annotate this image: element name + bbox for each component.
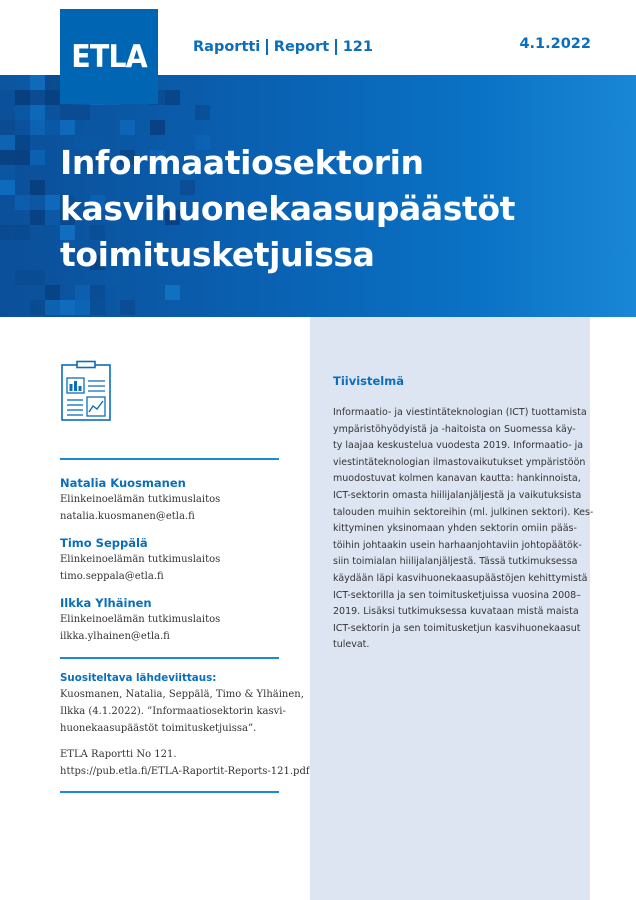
series-separator [266,39,268,55]
abstract-line: ty laajaa keskustelua vuodesta 2019. Informaatio- ja [333,440,584,452]
mosaic-tile [0,135,15,150]
mosaic-tile [0,150,15,165]
abstract-line: ympäristöhyödyistä ja -haitoista on Suomessa käy- [333,423,576,435]
mosaic-tile [45,195,60,210]
mosaic-tile [15,270,30,285]
etla-logo[interactable] [60,9,158,104]
mosaic-tile [15,135,30,150]
mosaic-tile [0,225,15,240]
mosaic-tile [15,75,30,90]
citation-line: Kuosmanen, Natalia, Seppälä, Timo & Ylhäinen, [60,689,304,700]
series-part-report: Report [273,39,330,55]
mosaic-tile [30,75,45,90]
abstract-line: 2019. Lisäksi tutkimuksessa kuvataan mistä maista [333,606,579,618]
mosaic-tile [30,180,45,195]
mosaic-tile [60,300,75,315]
author-affiliation: Elinkeinoelämän tutkimuslaitos [60,614,221,625]
abstract-line: muodostuvat kolmen kanavan kautta: hankinnoista, [333,473,581,485]
author-name: Natalia Kuosmanen [60,476,186,490]
author-name: Ilkka Ylhäinen [60,596,152,610]
mosaic-tile [30,300,45,315]
logo-text: ETLA [71,38,147,75]
mosaic-tile [0,165,15,180]
title-line: toimitusketjuissa [60,235,375,274]
mosaic-tile [30,270,45,285]
mosaic-tile [60,105,75,120]
mosaic-tile [30,210,45,225]
mosaic-tile [30,150,45,165]
mosaic-tile [45,300,60,315]
title-line: Informaatiosektorin [60,143,424,182]
mosaic-tile [15,105,30,120]
mosaic-tile [45,285,60,300]
title-line: kasvihuonekaasupäästöt [60,189,516,228]
mosaic-tile [30,105,45,120]
mosaic-tile [120,300,135,315]
report-chart-icon [60,360,112,422]
mosaic-tile [0,180,15,195]
author-email[interactable]: timo.seppala@etla.fi [60,571,164,582]
divider [60,791,279,793]
abstract-line: talouden muihin sektoreihin (ml. julkinen sektori). Kes- [333,506,594,518]
mosaic-tile [45,210,60,225]
mosaic-tile [120,120,135,135]
mosaic-tile [45,90,60,105]
mosaic-tile [75,105,90,120]
mosaic-tile [0,75,15,90]
mosaic-tile [60,120,75,135]
author-affiliation: Elinkeinoelämän tutkimuslaitos [60,554,221,565]
abstract-line: viestintäteknologian ilmastovaikutukset ympäristöön [333,456,586,468]
mosaic-tile [165,285,180,300]
citation-series: ETLA Raportti No 121. [60,749,177,760]
abstract-line: ICT-sektorin ja sen toimitusketjun kasvihuonekaasut [333,622,581,634]
mosaic-tile [195,105,210,120]
mosaic-tile [90,300,105,315]
mosaic-tile [45,75,60,90]
citation-line: huonekaasupäästöt toimitusketjuissa”. [60,723,257,734]
mosaic-tile [75,285,90,300]
abstract-line: siin toimialan hiilijalanjäljestä. Tässä tutkimuksessa [333,556,578,568]
mosaic-tile [75,300,90,315]
mosaic-tile [15,90,30,105]
mosaic-tile [90,285,105,300]
abstract-line: ICT-sektorilla ja sen toimitusketjuissa vuosina 2008– [333,589,581,601]
mosaic-tile [165,90,180,105]
series-label [193,36,373,58]
author-affiliation: Elinkeinoelämän tutkimuslaitos [60,494,221,505]
mosaic-tile [45,120,60,135]
abstract-line: ICT-sektorin omasta hiilijalanjäljestä ja vaikutuksista [333,489,582,501]
mosaic-tile [15,150,30,165]
mosaic-tile [30,195,45,210]
citation-url[interactable]: https://pub.etla.fi/ETLA-Raportit-Reports-121.pdf [60,766,310,777]
abstract-line: käydään läpi kasvihuonekaasupäästöjen kehittymistä [333,572,588,584]
mosaic-tile [30,120,45,135]
author-email[interactable]: natalia.kuosmanen@etla.fi [60,511,195,522]
mosaic-tile [150,120,165,135]
divider [60,458,279,460]
report-title [60,140,620,278]
citation-line: Ilkka (4.1.2022). ”Informaatiosektorin kasvi- [60,706,286,717]
series-part-raportti: Raportti [193,39,261,55]
mosaic-tile [15,195,30,210]
abstract-body [333,405,594,654]
abstract-line: kittyminen yksinomaan yhden sektorin omiin pääs- [333,523,577,535]
abstract-line: tulevat. [333,639,370,651]
divider [60,657,279,659]
author-email[interactable]: ilkka.ylhainen@etla.fi [60,631,170,642]
publication-date: 4.1.2022 [519,36,591,52]
series-number: 121 [342,39,373,55]
abstract-line: töihin johtaakin usein harhaanjohtaviin johtopäätök- [333,539,582,551]
author-name: Timo Seppälä [60,536,148,550]
mosaic-tile [0,120,15,135]
mosaic-tile [30,90,45,105]
abstract-heading: Tiivistelmä [333,374,404,388]
abstract-line: Informaatio- ja viestintäteknologian (ICT) tuottamista [333,407,587,418]
mosaic-tile [15,225,30,240]
citation-heading: Suositeltava lähdeviittaus: [60,672,217,684]
series-separator [335,39,337,55]
